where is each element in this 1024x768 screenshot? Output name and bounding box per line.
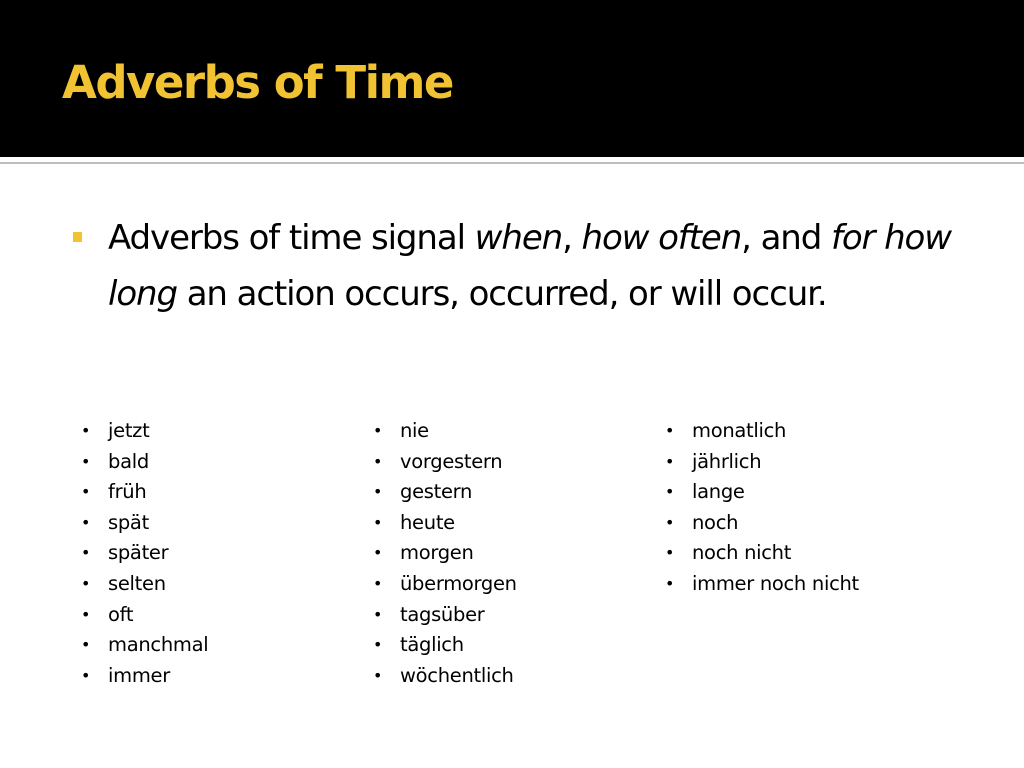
list-item: [75, 630, 208, 661]
main-point: [108, 210, 988, 322]
bullet-dot-icon: •: [81, 604, 91, 624]
list-item-text: spät: [108, 510, 149, 534]
bullet-dot-icon: •: [373, 604, 383, 624]
bullet-dot-icon: •: [665, 512, 675, 532]
list-item: [75, 416, 208, 447]
main-point-text: an action occurs, occurred, or will occur.: [176, 274, 827, 314]
list-item: [367, 416, 517, 447]
emphasis-when: when: [474, 218, 563, 258]
list-item: [659, 538, 859, 569]
bullet-dot-icon: •: [81, 421, 91, 440]
list-item-text: tagsüber: [400, 602, 485, 626]
adverb-column-3: [659, 416, 859, 600]
bullet-dot-icon: •: [373, 573, 383, 593]
list-item-text: monatlich: [692, 419, 787, 442]
list-item: [659, 416, 859, 447]
bullet-dot-icon: •: [665, 543, 675, 563]
list-item: [367, 477, 517, 508]
list-item: [367, 661, 517, 692]
bullet-dot-icon: •: [373, 512, 383, 532]
list-item-text: vorgestern: [400, 449, 503, 473]
list-item: [75, 447, 208, 478]
list-item: [367, 538, 517, 569]
bullet-dot-icon: •: [373, 543, 383, 563]
list-item-text: lange: [692, 480, 745, 504]
list-item-text: manchmal: [108, 633, 209, 657]
list-item: [659, 569, 859, 600]
bullet-dot-icon: •: [665, 482, 675, 502]
bullet-dot-icon: •: [665, 451, 675, 471]
bullet-dot-icon: •: [81, 635, 91, 655]
list-item-text: gestern: [400, 480, 473, 504]
list-item-text: heute: [400, 510, 455, 534]
list-item: [659, 447, 859, 478]
list-item: [75, 477, 208, 508]
list-item: [75, 661, 208, 692]
list-item-text: immer: [108, 663, 170, 687]
list-item: [75, 538, 208, 569]
emphasis-how-often: how often: [581, 218, 742, 258]
bullet-dot-icon: •: [81, 665, 91, 685]
main-point-text: Adverbs of time signal: [108, 218, 475, 258]
list-item-text: früh: [108, 480, 147, 504]
list-item: [367, 508, 517, 539]
list-item-text: später: [108, 541, 169, 565]
title-bar: [0, 0, 1024, 157]
bullet-dot-icon: •: [373, 451, 383, 471]
main-point-text: , and: [741, 218, 831, 258]
adverb-column-2: [367, 416, 517, 691]
list-item-text: morgen: [400, 541, 474, 565]
list-item: [75, 569, 208, 600]
bullet-dot-icon: •: [373, 421, 383, 440]
square-bullet-icon: [73, 232, 82, 242]
bullet-dot-icon: •: [81, 543, 91, 563]
list-item: [659, 477, 859, 508]
emphasis-for-how-long: for how long: [108, 218, 951, 314]
bullet-dot-icon: •: [373, 635, 383, 655]
list-item-text: jetzt: [108, 419, 150, 442]
bullet-dot-icon: •: [665, 573, 675, 593]
bullet-dot-icon: •: [81, 512, 91, 532]
bullet-dot-icon: •: [81, 451, 91, 471]
bullet-dot-icon: •: [81, 482, 91, 502]
list-item-text: jährlich: [692, 449, 762, 473]
list-item-text: wöchentlich: [400, 663, 514, 687]
list-item-text: noch nicht: [692, 541, 792, 565]
list-item-text: oft: [108, 602, 134, 626]
list-item-text: nie: [400, 419, 429, 442]
list-item-text: täglich: [400, 633, 464, 657]
list-item: [75, 600, 208, 631]
bullet-dot-icon: •: [665, 421, 675, 440]
list-item-text: bald: [108, 449, 149, 473]
list-item: [659, 508, 859, 539]
list-item: [367, 600, 517, 631]
list-item-text: noch: [692, 510, 739, 534]
adverb-column-1: [75, 416, 208, 691]
list-item: [367, 569, 517, 600]
list-item: [367, 447, 517, 478]
slide-title: Adverbs of Time: [62, 56, 453, 109]
list-item: [75, 508, 208, 539]
divider-line: [0, 162, 1024, 164]
list-item-text: immer noch nicht: [692, 571, 859, 595]
list-item-text: übermorgen: [400, 571, 517, 595]
list-item: [367, 630, 517, 661]
bullet-dot-icon: •: [373, 665, 383, 685]
list-item-text: selten: [108, 571, 166, 595]
bullet-dot-icon: •: [81, 573, 91, 593]
bullet-dot-icon: •: [373, 482, 383, 502]
main-point-text: ,: [562, 218, 582, 258]
